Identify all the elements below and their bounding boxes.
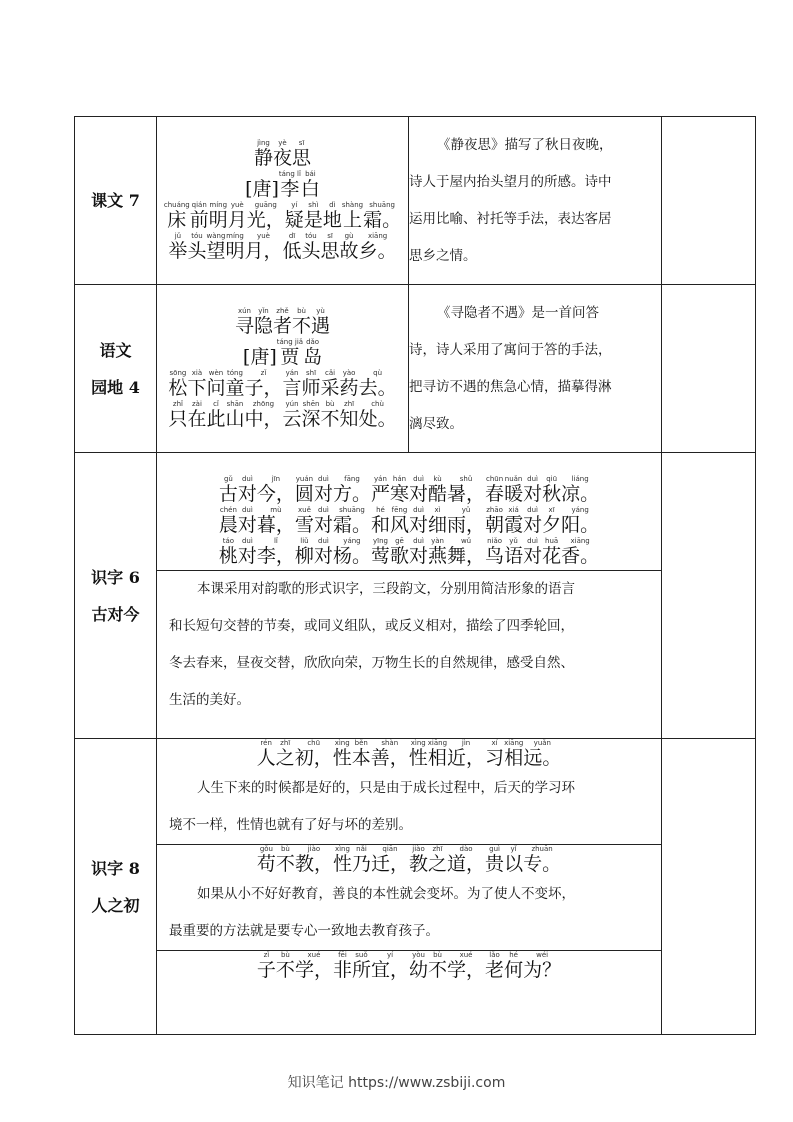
classic-explanation: 人生下来的时候都是好的，只是由于成长过程中，后天的学习环 境不一样，性情也就有了好与坏的差别。 <box>169 780 575 833</box>
page-footer: 知识笔记 https://www.zsbiji.com <box>287 1075 506 1091</box>
classic-block <box>157 739 661 844</box>
poem-title: 静jìng夜yè思sī <box>253 138 312 169</box>
empty-cell <box>662 285 756 453</box>
poem-description: 《寻隐者不遇》是一首问答 诗，诗人采用了寓问于答的手法， 把寻访不遇的焦急心情，描摹得淋 漓尽致。 <box>409 285 662 453</box>
poem-line: 只zhǐ在zài此cǐ山shān中，zhōng云yún深shēn不bù知zhī处。chù <box>168 399 397 430</box>
classic-block <box>157 844 661 950</box>
lesson-table <box>74 116 756 1035</box>
rhyme-line: 古gǔ对duì今，jīn圆yuán对duì方。fāng严yán寒hán对duì酷kù暑，shǔ春chūn暖nuǎn对duì秋qiū凉。liáng <box>218 474 600 505</box>
poem-line: 松sōng下xià问wèn童tóng子，zǐ言yán师shī采cǎi药yào去。qù <box>168 368 397 399</box>
classic-explanation: 如果从小不好好教育，善良的本性就会变坏。为了使人不变坏， 最重要的方法就是要专心一致地去教育孩子。 <box>169 886 575 939</box>
classic-block <box>157 950 661 982</box>
poem-author: [唐]贾táng jiǎ岛dǎo <box>242 337 323 368</box>
poem-title: 寻xún隐yǐn者zhě不bù遇yù <box>234 306 331 337</box>
classic-line: 苟gǒu不bù教，jiào性xìng乃nǎi迁，qiān教jiào之zhī道，dào贵guì以yǐ专。zhuān <box>256 845 562 875</box>
lesson-label: 识字 8 人之初 <box>75 739 157 1035</box>
empty-cell <box>662 453 756 739</box>
poem-cell <box>157 285 409 453</box>
empty-cell <box>662 739 756 1035</box>
poem-cell <box>157 117 409 285</box>
poem-description: 《静夜思》描写了秋日夜晚， 诗人于屋内抬头望月的所感。诗中 运用比喻、衬托等手法，表达客居 思乡之情。 <box>409 117 662 285</box>
rhyme-line: 晨chén对duì暮，mù雪xuě对duì霜。shuāng和hé风fēng对duì细xì雨，yǔ朝zhāo霞xiá对duì夕xī阳。yáng <box>218 505 600 536</box>
classic-cell <box>157 739 662 1035</box>
classic-line: 子zǐ不bù学，xué非fēi所suǒ宜，yí幼yòu不bù学，xué老lǎo何hé为？wéi <box>256 951 562 981</box>
poem-line: 床chuáng前qián明míng月yuè光，guāng疑yí是shì地dì上shàng霜。shuāng <box>163 200 402 231</box>
poem-line: 举jǔ头tóu望wàng明míng月，yuè低dī头tóu思sī故gù乡。xiāng <box>168 231 397 262</box>
rhyme-description: 本课采用对韵歌的形式识字，三段韵文，分别用简洁形象的语言 和长短句交替的节奏，或同义组队，或反义相对，描绘了四季轮回， 冬去春来，昼夜交替，欣欣向荣，万物生长的自然规律，感受自然、 生活的美好。 <box>157 570 661 719</box>
rhyme-line: 桃táo对duì李，lǐ柳liǔ对duì杨。yáng莺yīng歌gē对duì燕yàn舞，wǔ鸟niǎo语yǔ对duì花huā香。xiāng <box>218 536 600 567</box>
empty-cell <box>662 117 756 285</box>
lesson-label: 识字 6 古对今 <box>75 453 157 739</box>
rhyme-cell <box>157 453 662 739</box>
poem-author: [唐]李táng lǐ白bái <box>245 169 320 200</box>
lesson-label: 课文 7 <box>75 117 157 285</box>
classic-line: 人rén之zhī初，chū性xìng本běn善，shàn性xìng相xiāng近，jìn习xí相xiāng远。yuǎn <box>256 739 562 769</box>
lesson-label: 语文 园地 4 <box>75 285 157 453</box>
